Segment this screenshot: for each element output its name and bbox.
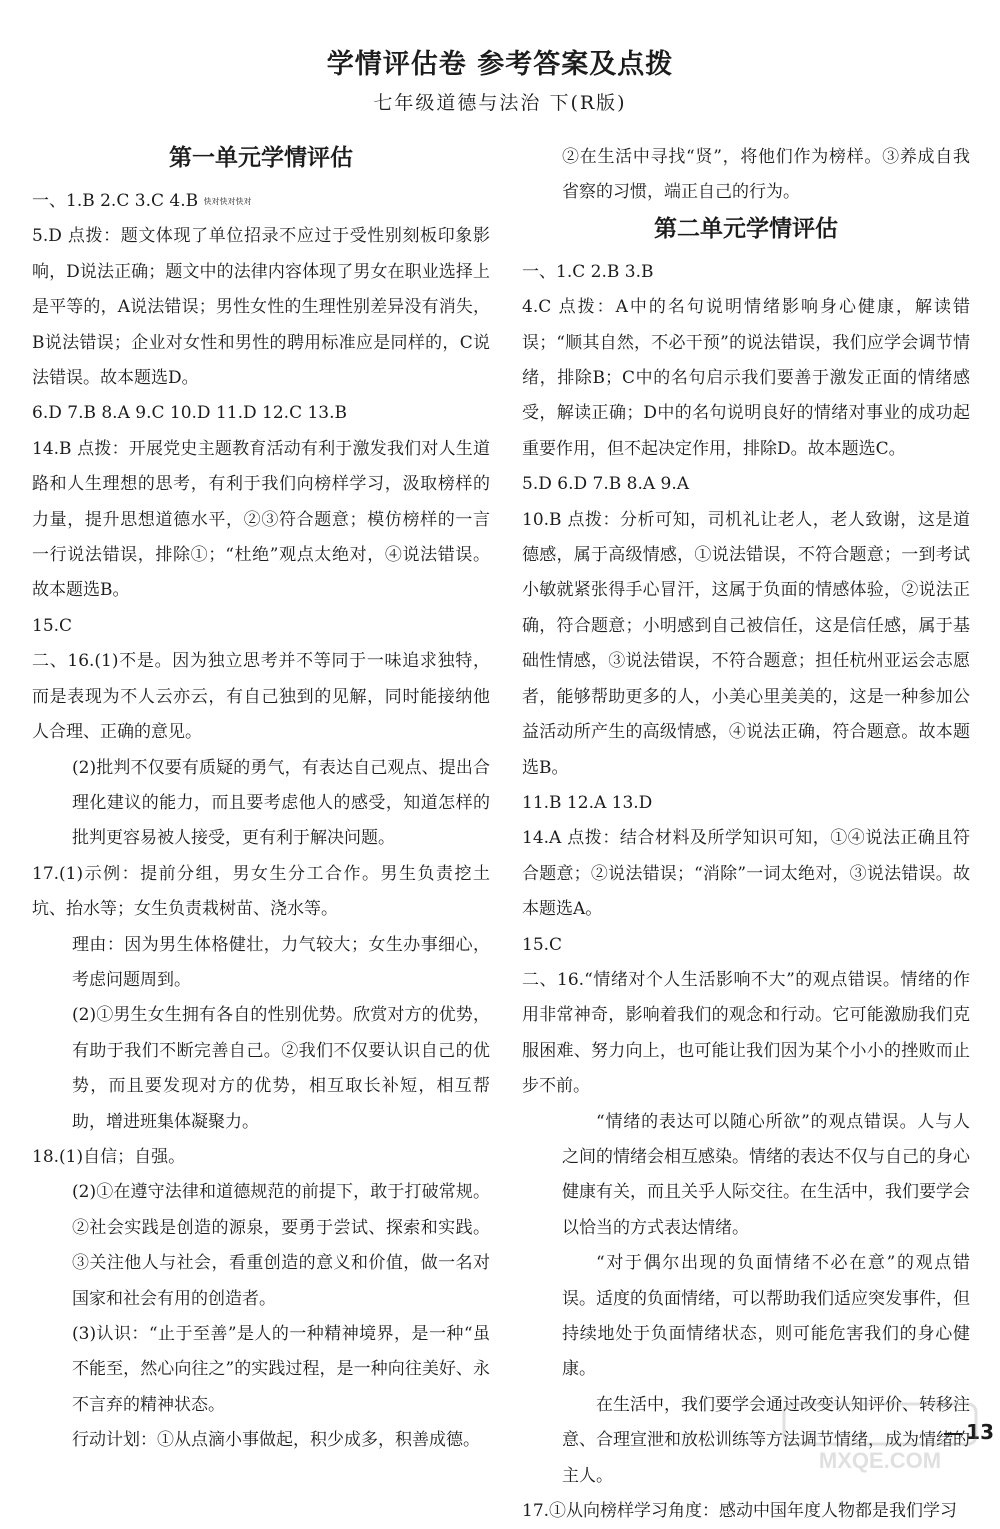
answer-line: 理由：因为男生体格健壮，力气较大；女生办事细心，考虑问题周到。 <box>72 934 490 990</box>
answer-line: “情绪的表达可以随心所欲”的观点错误。人与人之间的情绪会相互感染。情绪的表达不仅与自己的身心健康有关，而且关乎人际交往。在生活中，我们要学会以恰当的方式表达情绪。 <box>562 1111 970 1238</box>
watermark-text: MXQE.COM <box>818 1448 942 1473</box>
answer-line: 17.(1)示例：提前分组，男女生分工合作。男生负责挖土坑、抬水等；女生负责栽树苗、浇水等。 <box>32 863 490 920</box>
answer-line: 14.A 点拨：结合材料及所学知识可知，①④说法正确且符合题意；②说法错误；“消除”一词太绝对，③说法错误。故本题选A。 <box>522 828 970 920</box>
answer-line: 10.B 点拨：分析可知，司机礼让老人，老人致谢，这是道德感，属于高级情感，①说法错误，不符合题意；一到考试小敏就紧张得手心冒汗，这属于负面的情感体验，②说法正确，符合题意；小明感到自己被信任，这是信任感，属于基础性情感，③说法错误，不符合题意；担任杭州亚运会志愿者，能够帮助更多的人，小美心里美美的，这是一种参加公益活动所产生的高级情感，④说法正确，符合题意。故本题选B。 <box>522 509 970 778</box>
answer-line: 5.D 点拨：题文体现了单位招录不应过于受性别刻板印象影响，D说法正确；题文中的法律内容体现了男女在职业选择上是平等的，A说法错误；男性女性的生理性别差异没有消失，B说法错误；企业对女性和男性的聘用标准应是同样的，C说法错误。故本题选D。 <box>32 226 490 389</box>
watermark-logo <box>780 1400 980 1476</box>
answer-line <box>32 184 490 219</box>
answer-text: 一、1.B 2.C 3.C 4.B <box>32 191 199 211</box>
answer-line: (2)①男生女生拥有各自的性别优势。欣赏对方的优势，有助于我们不断完善自己。②我们不仅要认识自己的优势，而且要发现对方的优势，相互取长补短，相互帮助，增进班集体凝聚力。 <box>72 1005 490 1132</box>
page-subtitle: 七年级道德与法治 下(R版) <box>373 92 627 114</box>
answer-line: (2)批判不仅要有质疑的勇气，有表达自己观点、提出合理化建议的能力，而且要考虑他人的感受，知道怎样的批判更容易被人接受，更有利于解决问题。 <box>72 757 490 849</box>
answer-line: 18.(1)自信；自强。 <box>32 1146 186 1167</box>
answer-line: 在生活中，我们要学会通过改变认知评价、转移注意、合理宣泄和放松训练等方法调节情绪，成为情绪的主人。 <box>562 1394 970 1486</box>
section-title-unit-2: 第二单元学情评估 <box>654 215 838 242</box>
stamp-text: 快对快对快对 <box>203 197 252 206</box>
page-title: 学情评估卷 参考答案及点拨 <box>326 49 674 80</box>
answer-line: 15.C <box>32 615 73 636</box>
answer-line: (3)认识：“止于至善”是人的一种精神境界，是一种“虽不能至，然心向往之”的实践过程，是一种向往美好、永不言弃的精神状态。 <box>72 1324 490 1415</box>
answer-line: 6.D 7.B 8.A 9.C 10.D 11.D 12.C 13.B <box>32 403 348 424</box>
answer-line: 11.B 12.A 13.D <box>522 792 653 813</box>
answer-line: (2)①在遵守法律和道德规范的前提下，敢于打破常规。②社会实践是创造的源泉，要勇于尝试、探索和实践。③关注他人与社会，看重创造的意义和价值，做一名对国家和社会有用的创造者。 <box>72 1182 490 1309</box>
answer-line: 二、16.“情绪对个人生活影响不大”的观点错误。情绪的作用非常神奇，影响着我们的观念和行动。它可能激励我们克服困难、努力向上，也可能让我们因为某个小小的挫败而止步不前。 <box>522 969 970 1097</box>
answer-line: 14.B 点拨：开展党史主题教育活动有利于激发我们对人生道路和人生理想的思考，有利于我们向榜样学习，汲取榜样的力量，提升思想道德水平，②③符合题意；模仿榜样的一言一行说法错误，排除①；“杜绝”观点太绝对，④说法错误。故本题选B。 <box>32 438 490 601</box>
answer-line: 一、1.C 2.B 3.B <box>522 261 654 282</box>
answer-line: “对于偶尔出现的负面情绪不必在意”的观点错误。适度的负面情绪，可以帮助我们适应突发事件，但持续地处于负面情绪状态，则可能危害我们的身心健康。 <box>562 1253 970 1380</box>
page-number: 13 <box>944 1420 994 1444</box>
answer-line: 5.D 6.D 7.B 8.A 9.A <box>522 474 690 495</box>
answer-line: 行动计划：①从点滴小事做起，积少成多，积善成德。 <box>72 1430 480 1451</box>
left-column <box>32 140 490 1459</box>
answer-line: 4.C 点拨：A中的名句说明情绪影响身心健康，解读错误；“顺其自然，不必干预”的说法错误，我们应学会调节情绪，排除B；C中的名句启示我们要善于激发正面的情绪感受，解读正确；D中的名句说明良好的情绪对事业的成功起重要作用，但不起决定作用，排除D。故本题选C。 <box>522 297 970 459</box>
answer-line: 17.①从向榜样学习角度：感动中国年度人物都是我们学习 <box>522 1501 958 1522</box>
right-column <box>522 140 970 1529</box>
answer-line: 15.C <box>522 934 563 955</box>
answer-line: 二、16.(1)不是。因为独立思考并不等同于一味追求独特，而是表现为不人云亦云，有自己独到的见解，同时能接纳他人合理、正确的意见。 <box>32 651 490 743</box>
answer-line: ②在生活中寻找“贤”，将他们作为榜样。③养成自我省察的习惯，端正自己的行为。 <box>562 147 970 203</box>
section-title-unit-1: 第一单元学情评估 <box>169 145 353 171</box>
